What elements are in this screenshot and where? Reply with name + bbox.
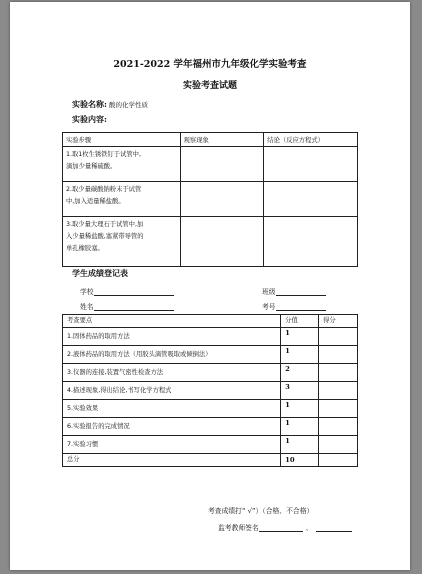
school-label: 学校 <box>80 288 94 296</box>
table-row <box>63 436 358 454</box>
score-value-cell: 1 <box>281 436 319 454</box>
step-cell <box>63 147 181 182</box>
header-key-points: 考查要点 <box>63 315 281 328</box>
exam-number-label: 考号 <box>262 303 276 311</box>
supervisor-label: 监考教师签名 <box>218 524 259 532</box>
table-row <box>63 217 358 267</box>
step-text: 单孔橡胶塞。 <box>66 245 104 252</box>
table-row <box>63 400 358 418</box>
school-input-line[interactable] <box>94 287 174 296</box>
earned-score-cell[interactable] <box>319 436 358 454</box>
header-steps: 实验步骤 <box>63 133 181 147</box>
table-row <box>63 418 358 436</box>
header-score-value: 分值 <box>281 315 319 328</box>
score-table <box>62 314 358 467</box>
document-title: 2021-2022 学年福州市九年级化学实验考查 <box>113 59 307 70</box>
result-instruction: 考查成绩打“ √”）（合格、不合格） <box>208 507 314 515</box>
key-point-cell: 7.实验习惯 <box>63 436 281 454</box>
exam-number-field <box>262 301 326 311</box>
table-row <box>63 364 358 382</box>
key-point-cell: 1.固体药品的取用方法 <box>63 328 281 346</box>
conclusion-cell[interactable] <box>264 217 358 267</box>
table-row <box>63 346 358 364</box>
step-text: 3.取少量大理石于试管中,加 <box>66 221 144 228</box>
step-text: 滴加少量稀硫酸。 <box>66 163 117 170</box>
earned-score-cell[interactable] <box>319 400 358 418</box>
experiment-content-row <box>72 114 107 125</box>
header-earned-score: 得分 <box>319 315 358 328</box>
experiment-name-label: 实验名称: <box>72 99 107 109</box>
score-table-header <box>63 315 358 328</box>
total-earned-cell[interactable] <box>319 454 358 467</box>
step-text: 1.取1枚生锈铁钉于试管中, <box>66 151 141 158</box>
score-value-cell: 1 <box>281 346 319 364</box>
total-score-value: 10 <box>281 454 319 467</box>
steps-table-header <box>63 133 358 147</box>
observation-cell[interactable] <box>180 182 264 217</box>
document-subtitle: 实验考查试题 <box>182 81 237 91</box>
score-value-cell: 1 <box>281 328 319 346</box>
earned-score-cell[interactable] <box>319 346 358 364</box>
student-name-label: 姓名 <box>80 303 94 311</box>
experiment-content-label: 实验内容: <box>72 114 107 124</box>
earned-score-cell[interactable] <box>319 418 358 436</box>
observation-cell[interactable] <box>180 147 264 182</box>
table-row <box>63 182 358 217</box>
header-conclusion: 结论（反应方程式） <box>264 133 358 147</box>
score-value-cell: 1 <box>281 418 319 436</box>
supervisor-signature-line-2[interactable] <box>316 523 352 532</box>
step-text: 入少量稀盐酸,塞紧带导管的 <box>66 233 144 240</box>
school-field <box>80 286 174 296</box>
score-value-cell: 2 <box>281 364 319 382</box>
total-label: 总分 <box>63 454 281 467</box>
conclusion-cell[interactable] <box>264 147 358 182</box>
class-label: 班级 <box>262 288 276 296</box>
key-point-cell: 6.实验报告的完成情况 <box>63 418 281 436</box>
experiment-name-row <box>72 99 148 110</box>
score-section-title: 学生成绩登记表 <box>72 268 128 278</box>
conclusion-cell[interactable] <box>264 182 358 217</box>
total-row <box>63 454 358 467</box>
key-point-cell: 4.描述现象,得出结论,书写化学方程式 <box>63 382 281 400</box>
document-page <box>10 2 410 570</box>
class-input-line[interactable] <box>276 287 326 296</box>
step-cell <box>63 182 181 217</box>
class-field <box>262 286 326 296</box>
header-observation: 观察现象 <box>180 133 264 147</box>
table-row <box>63 382 358 400</box>
student-name-field <box>80 301 174 311</box>
experiment-steps-table <box>62 132 358 267</box>
earned-score-cell[interactable] <box>319 382 358 400</box>
table-row <box>63 328 358 346</box>
score-value-cell: 3 <box>281 382 319 400</box>
exam-number-input-line[interactable] <box>276 302 326 311</box>
supervisor-signature-line-1[interactable] <box>259 523 303 532</box>
signature-separator: 、 <box>305 524 313 532</box>
observation-cell[interactable] <box>180 217 264 267</box>
key-point-cell: 2.液体药品的取用方法（用胶头滴管吸取或倾倒法） <box>63 346 281 364</box>
score-value-cell: 1 <box>281 400 319 418</box>
table-row <box>63 147 358 182</box>
step-cell <box>63 217 181 267</box>
supervisor-signature-row <box>218 522 352 532</box>
earned-score-cell[interactable] <box>319 364 358 382</box>
student-name-input-line[interactable] <box>94 302 174 311</box>
key-point-cell: 3.仪器的连接,装置气密性检查方法 <box>63 364 281 382</box>
earned-score-cell[interactable] <box>319 328 358 346</box>
step-text: 中,加入适量稀盐酸。 <box>66 198 125 205</box>
step-text: 2.取少量碳酸钠粉末于试管 <box>66 186 142 193</box>
key-point-cell: 5.实验效果 <box>63 400 281 418</box>
experiment-name-value: 酸的化学性质 <box>108 101 148 109</box>
